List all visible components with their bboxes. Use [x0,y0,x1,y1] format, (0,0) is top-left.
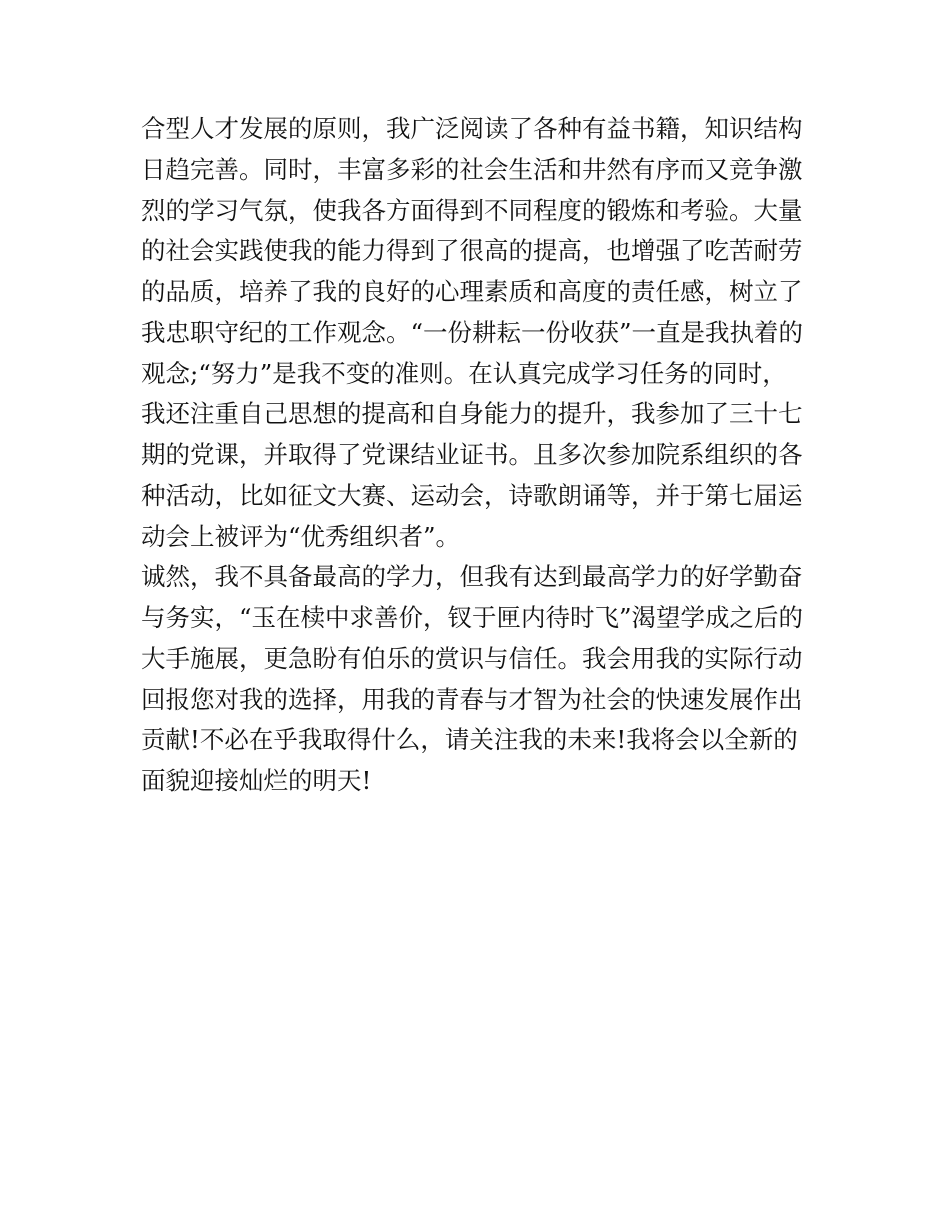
text-line: 与务实，“玉在椟中求善价，钗于匣内待时飞”渴望学成之后的 [141,603,804,632]
text-line: 面貌迎接灿烂的明天! [141,766,372,795]
text-line: 诚然，我不具备最高的学力，但我有达到最高学力的好学勤奋 [141,562,803,592]
text-line: 贡献!不必在乎我取得什么，请关注我的未来!我将会以全新的 [141,725,798,755]
text-line: 的社会实践使我的能力得到了很高的提高，也增强了吃苦耐劳 [141,236,803,266]
text-line: 日趋完善。同时，丰富多彩的社会生活和井然有序而又竞争激 [141,154,803,184]
text-line: 动会上被评为“优秀组织者”。 [141,521,461,551]
body-text [141,109,821,802]
text-line: 种活动，比如征文大赛、运动会，诗歌朗诵等，并于第七届运 [141,480,803,510]
text-line: 的品质，培养了我的良好的心理素质和高度的责任感，树立了 [141,277,803,306]
text-line: 我还注重自己思想的提高和自身能力的提升，我参加了三十七 [141,399,803,429]
text-line: 合型人才发展的原则，我广泛阅读了各种有益书籍，知识结构 [141,114,803,143]
text-line: 大手施展，更急盼有伯乐的赏识与信任。我会用我的实际行动 [141,643,803,673]
text-line: 我忠职守纪的工作观念。“一份耕耘一份收获”一直是我执着的 [141,317,804,347]
text-line: 观念;“努力”是我不变的准则。在认真完成学习任务的同时， [141,358,787,388]
text-line: 回报您对我的选择，用我的青春与才智为社会的快速发展作出 [141,684,803,714]
text-line: 烈的学习气氛，使我各方面得到不同程度的锻炼和考验。大量 [141,195,803,225]
text-line: 期的党课，并取得了党课结业证书。且多次参加院系组织的各 [141,440,803,469]
